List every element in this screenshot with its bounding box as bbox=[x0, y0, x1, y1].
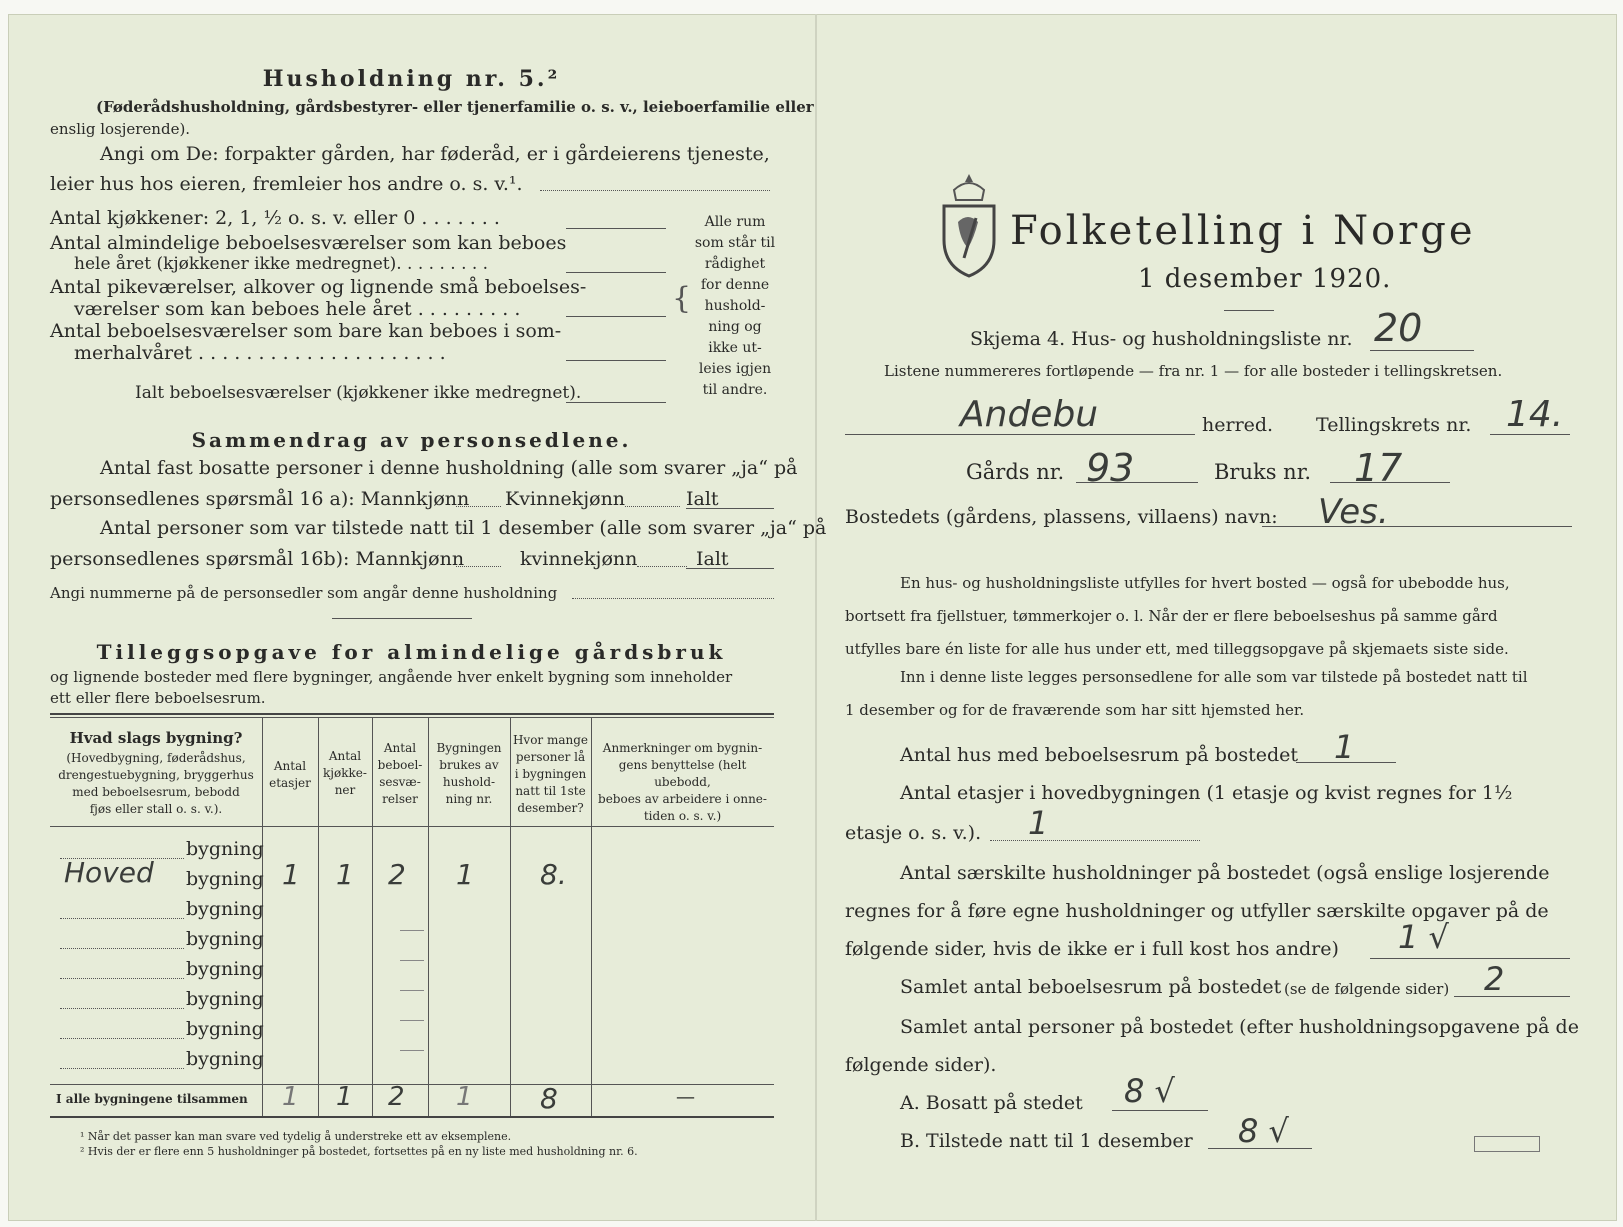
table-header-rule bbox=[50, 826, 774, 827]
household-title: Husholdning nr. 5.² bbox=[262, 66, 561, 92]
p1-text-2: personsedlenes spørsmål 16 a): Mannkjønn bbox=[50, 488, 470, 510]
tillegg-title: Tilleggsopgave for almindelige gårdsbruk bbox=[96, 640, 727, 664]
q-rum-line[interactable] bbox=[1454, 996, 1570, 997]
herred-line[interactable] bbox=[845, 434, 1195, 435]
q-hus-line[interactable] bbox=[1296, 762, 1396, 763]
q-rum-value: 2 bbox=[1484, 960, 1505, 998]
coat-of-arms-icon bbox=[936, 168, 1002, 280]
kjokkener-label: Antal kjøkkener: 2, 1, ½ o. s. v. eller 0 . . . . . . . bbox=[50, 207, 500, 229]
bruks-value: 17 bbox=[1354, 446, 1403, 490]
gards-value: 93 bbox=[1086, 446, 1135, 490]
b-label: B. Tilstede natt til 1 desember bbox=[900, 1130, 1193, 1152]
bruks-label: Bruks nr. bbox=[1214, 460, 1312, 484]
q-pers-label: Samlet antal personer på bostedet (efter husholdningsopgavene på de bbox=[900, 1016, 1579, 1038]
ialt-rooms-label: Ialt beboelsesværelser (kjøkkener ikke medregnet). bbox=[135, 383, 582, 403]
q-hush-label-3: følgende sider, hvis de ikke er i full kost hos andre) bbox=[845, 938, 1339, 960]
sommer-line[interactable] bbox=[566, 360, 666, 361]
footnote-1: ¹ Når det passer kan man svare ved tydelig å understreke ett av eksemplene. bbox=[80, 1130, 512, 1143]
q-rum-note: (se de følgende sider) bbox=[1284, 980, 1450, 998]
building-type: Hoved bbox=[64, 856, 154, 889]
bosted-label: Bostedets (gårdens, plassens, villaens) navn: bbox=[845, 506, 1278, 528]
table-top-rule bbox=[50, 713, 774, 715]
p2-text: Antal personer som var tilstede natt til 1 desember (alle som svarer „ja“ på bbox=[100, 517, 827, 539]
q-hush-line[interactable] bbox=[1370, 958, 1570, 959]
p3-line[interactable] bbox=[572, 598, 774, 599]
tillegg-sub: og lignende bosteder med flere bygninger, angående hver enkelt bygning som inneholder bbox=[50, 668, 733, 686]
info-paragraph-1: En hus- og husholdningsliste utfylles for hvert bosted — også for ubebodde hus, bbox=[900, 574, 1510, 592]
gards-line[interactable] bbox=[1076, 482, 1198, 483]
footnote-2: ² Hvis der er flere enn 5 husholdninger på bostedet, fortsettes på en ny liste med husholdning nr. 6. bbox=[80, 1145, 638, 1158]
col-header-personer: Hvor mange personer lå i bygningen natt til 1ste desember? bbox=[512, 733, 589, 815]
sommer-label: Antal beboelsesværelser som bare kan beboes i som- bbox=[50, 320, 562, 342]
table-row: bygning bbox=[186, 928, 264, 950]
total-vaerelser: 2 bbox=[388, 1082, 405, 1112]
tellingskrets-value: 14. bbox=[1506, 394, 1564, 435]
angi-text-2: leier hus hos eieren, fremleier hos andre o. s. v.¹. bbox=[50, 173, 523, 195]
brace-icon: { bbox=[672, 281, 692, 316]
sommer-label-2: merhalvåret . . . . . . . . . . . . . . . . . . . . . bbox=[74, 342, 446, 364]
skjema-number: 20 bbox=[1374, 306, 1423, 350]
col-header-type-sub: (Hovedbygning, føderådshus, drengestuebygning, bryggerhus med beboelsesrum, bebodd fjøs eller stall o. s. v.). bbox=[58, 751, 254, 816]
tillegg-sub-2: ett eller flere beboelsesrum. bbox=[50, 689, 266, 707]
q-hush-label-2: regnes for å føre egne husholdninger og utfyller særskilte opgaver på de bbox=[845, 900, 1549, 922]
bosted-value: Ves. bbox=[1318, 492, 1389, 532]
skjema-line[interactable] bbox=[1370, 350, 1474, 351]
table-row: bygning bbox=[186, 898, 264, 920]
total-kjokken: 1 bbox=[336, 1082, 353, 1112]
col-header-type: Hvad slags bygning? bbox=[69, 729, 243, 747]
sammendrag-title: Sammendrag av personsedlene. bbox=[191, 428, 632, 452]
col-header-husholdning: Bygningen brukes av hushold- ning nr. bbox=[436, 741, 502, 806]
a-line[interactable] bbox=[1112, 1110, 1208, 1111]
q-pers-label-2: følgende sider). bbox=[845, 1054, 997, 1076]
angi-text: Angi om De: forpakter gården, har føderåd, er i gårdeierens tjeneste, bbox=[100, 143, 770, 165]
census-date: 1 desember 1920. bbox=[1138, 264, 1392, 294]
rooms-side-note: Alle rum som står til rådighet for denne hushold- ning og ikke ut- leies igjen til andre. bbox=[694, 214, 776, 398]
p2-mann-line[interactable] bbox=[456, 566, 501, 567]
vaerelser-value: 2 bbox=[388, 858, 406, 891]
q-rum-label: Samlet antal beboelsesrum på bostedet bbox=[900, 976, 1282, 998]
table-row: bygning bbox=[186, 1048, 264, 1070]
p1-ialt-line[interactable] bbox=[686, 508, 774, 509]
info-paragraph-2b: 1 desember og for de fraværende som har sitt hjemsted her. bbox=[845, 701, 1305, 719]
col-header-vaerelser: Antal beboel- sesvæ- relser bbox=[377, 741, 423, 806]
p1-text: Antal fast bosatte personer i denne husholdning (alle som svarer „ja“ på bbox=[100, 457, 798, 479]
q-hus-value: 1 bbox=[1334, 728, 1355, 766]
total-etasjer: 1 bbox=[282, 1082, 299, 1112]
a-value: 8 √ bbox=[1124, 1072, 1175, 1110]
total-husholdning: 1 bbox=[456, 1082, 473, 1112]
col-header-kjokkener: Antal kjøkke- ner bbox=[323, 749, 367, 797]
personer-value: 8. bbox=[540, 858, 567, 891]
info-paragraph-2: Inn i denne liste legges personsedlene for alle som var tilstede på bostedet natt til bbox=[900, 668, 1528, 686]
p2-ialt: Ialt bbox=[696, 548, 729, 570]
table-bottom-rule bbox=[50, 1116, 774, 1118]
household-subtitle: (Føderådshusholdning, gårdsbestyrer- eller tjenerfamilie o. s. v., leieboerfamilie eller bbox=[96, 98, 814, 116]
page-fold bbox=[815, 14, 817, 1221]
p1-kvinne: Kvinnekjønn bbox=[505, 488, 626, 510]
herred-label: herred. bbox=[1202, 414, 1274, 436]
p2-kvinne-line[interactable] bbox=[637, 566, 687, 567]
alm-label: Antal almindelige beboelsesværelser som kan beboes bbox=[50, 232, 567, 254]
p3-text: Angi nummerne på de personsedler som angår denne husholdning bbox=[50, 584, 558, 602]
bosted-line[interactable] bbox=[1262, 526, 1572, 527]
b-line[interactable] bbox=[1208, 1148, 1312, 1149]
ialt-rooms-line[interactable] bbox=[566, 402, 666, 403]
herred-value: Andebu bbox=[960, 394, 1099, 435]
p1-kvinne-line[interactable] bbox=[625, 506, 680, 507]
alm-line[interactable] bbox=[566, 272, 666, 273]
etasjer-value: 1 bbox=[282, 858, 300, 891]
q-etasjer-label-2: etasje o. s. v.). bbox=[845, 822, 982, 844]
nummereres-note: Listene nummereres fortløpende — fra nr. 1 — for alle bosteder i tellingskretsen. bbox=[884, 362, 1503, 380]
table-row: bygning bbox=[186, 1018, 264, 1040]
info-paragraph-1b: bortsett fra fjellstuer, tømmerkojer o. l. Når der er flere beboelseshus på samme gård utfylles bare én liste for alle hus under ett, med tilleggsopgave på skjemaets siste side. bbox=[845, 607, 1509, 658]
alm-label-2: hele året (kjøkkener ikke medregnet). . . . . . . . . bbox=[74, 254, 489, 274]
q-etasjer-label: Antal etasjer i hovedbygningen (1 etasje og kvist regnes for 1½ bbox=[900, 782, 1513, 804]
pike-line[interactable] bbox=[566, 316, 666, 317]
tellingskrets-label: Tellingskrets nr. bbox=[1316, 414, 1472, 436]
q-hush-value: 1 √ bbox=[1398, 918, 1449, 956]
q-etasjer-value: 1 bbox=[1028, 804, 1049, 842]
p1-ialt: Ialt bbox=[686, 488, 719, 510]
q-etasjer-line[interactable] bbox=[990, 840, 1200, 841]
p2-ialt-line[interactable] bbox=[686, 568, 774, 569]
gards-label: Gårds nr. bbox=[966, 460, 1065, 484]
q-hus-label: Antal hus med beboelsesrum på bostedet bbox=[900, 744, 1299, 766]
pike-label: Antal pikeværelser, alkover og lignende små beboelses- bbox=[50, 276, 587, 298]
angi-answer-line[interactable] bbox=[540, 190, 770, 191]
census-title: Folketelling i Norge bbox=[1010, 208, 1476, 254]
table-total-rule bbox=[50, 1084, 774, 1085]
bruks-line[interactable] bbox=[1330, 482, 1450, 483]
total-anmerkninger: — bbox=[676, 1086, 695, 1108]
section-divider bbox=[332, 618, 472, 619]
pike-label-2: værelser som kan beboes hele året . . . . . . . . . bbox=[74, 298, 521, 320]
tellingskrets-line[interactable] bbox=[1490, 434, 1570, 435]
p2-text-2: personsedlenes spørsmål 16b): Mannkjønn bbox=[50, 548, 465, 570]
total-personer: 8 bbox=[540, 1082, 558, 1115]
a-label: A. Bosatt på stedet bbox=[900, 1092, 1083, 1114]
col-header-anmerkninger: Anmerkninger om bygnin- gens benyttelse (helt ubebodd, beboes av arbeidere i onne- tiden o. s. v.) bbox=[598, 741, 767, 823]
table-row: bygning bbox=[186, 988, 264, 1010]
husholdning-value: 1 bbox=[456, 858, 474, 891]
table-top-rule-2 bbox=[50, 717, 774, 718]
b-value: 8 √ bbox=[1238, 1112, 1289, 1150]
p1-mann-line[interactable] bbox=[456, 506, 501, 507]
table-row: bygning bbox=[186, 958, 264, 980]
col-header-etasjer: Antal etasjer bbox=[269, 759, 311, 790]
household-subtitle-2: enslig losjerende). bbox=[50, 120, 191, 138]
skjema-label: Skjema 4. Hus- og husholdningsliste nr. bbox=[970, 328, 1353, 350]
title-divider bbox=[1224, 310, 1274, 311]
q-hush-label: Antal særskilte husholdninger på bostedet (også enslige losjerende bbox=[900, 862, 1550, 884]
kjokkener-line[interactable] bbox=[566, 228, 666, 229]
kjokken-value: 1 bbox=[336, 858, 354, 891]
total-label: I alle bygningene tilsammen bbox=[56, 1092, 248, 1106]
printer-stamp bbox=[1474, 1136, 1540, 1152]
p2-kvinne: kvinnekjønn bbox=[520, 548, 638, 570]
